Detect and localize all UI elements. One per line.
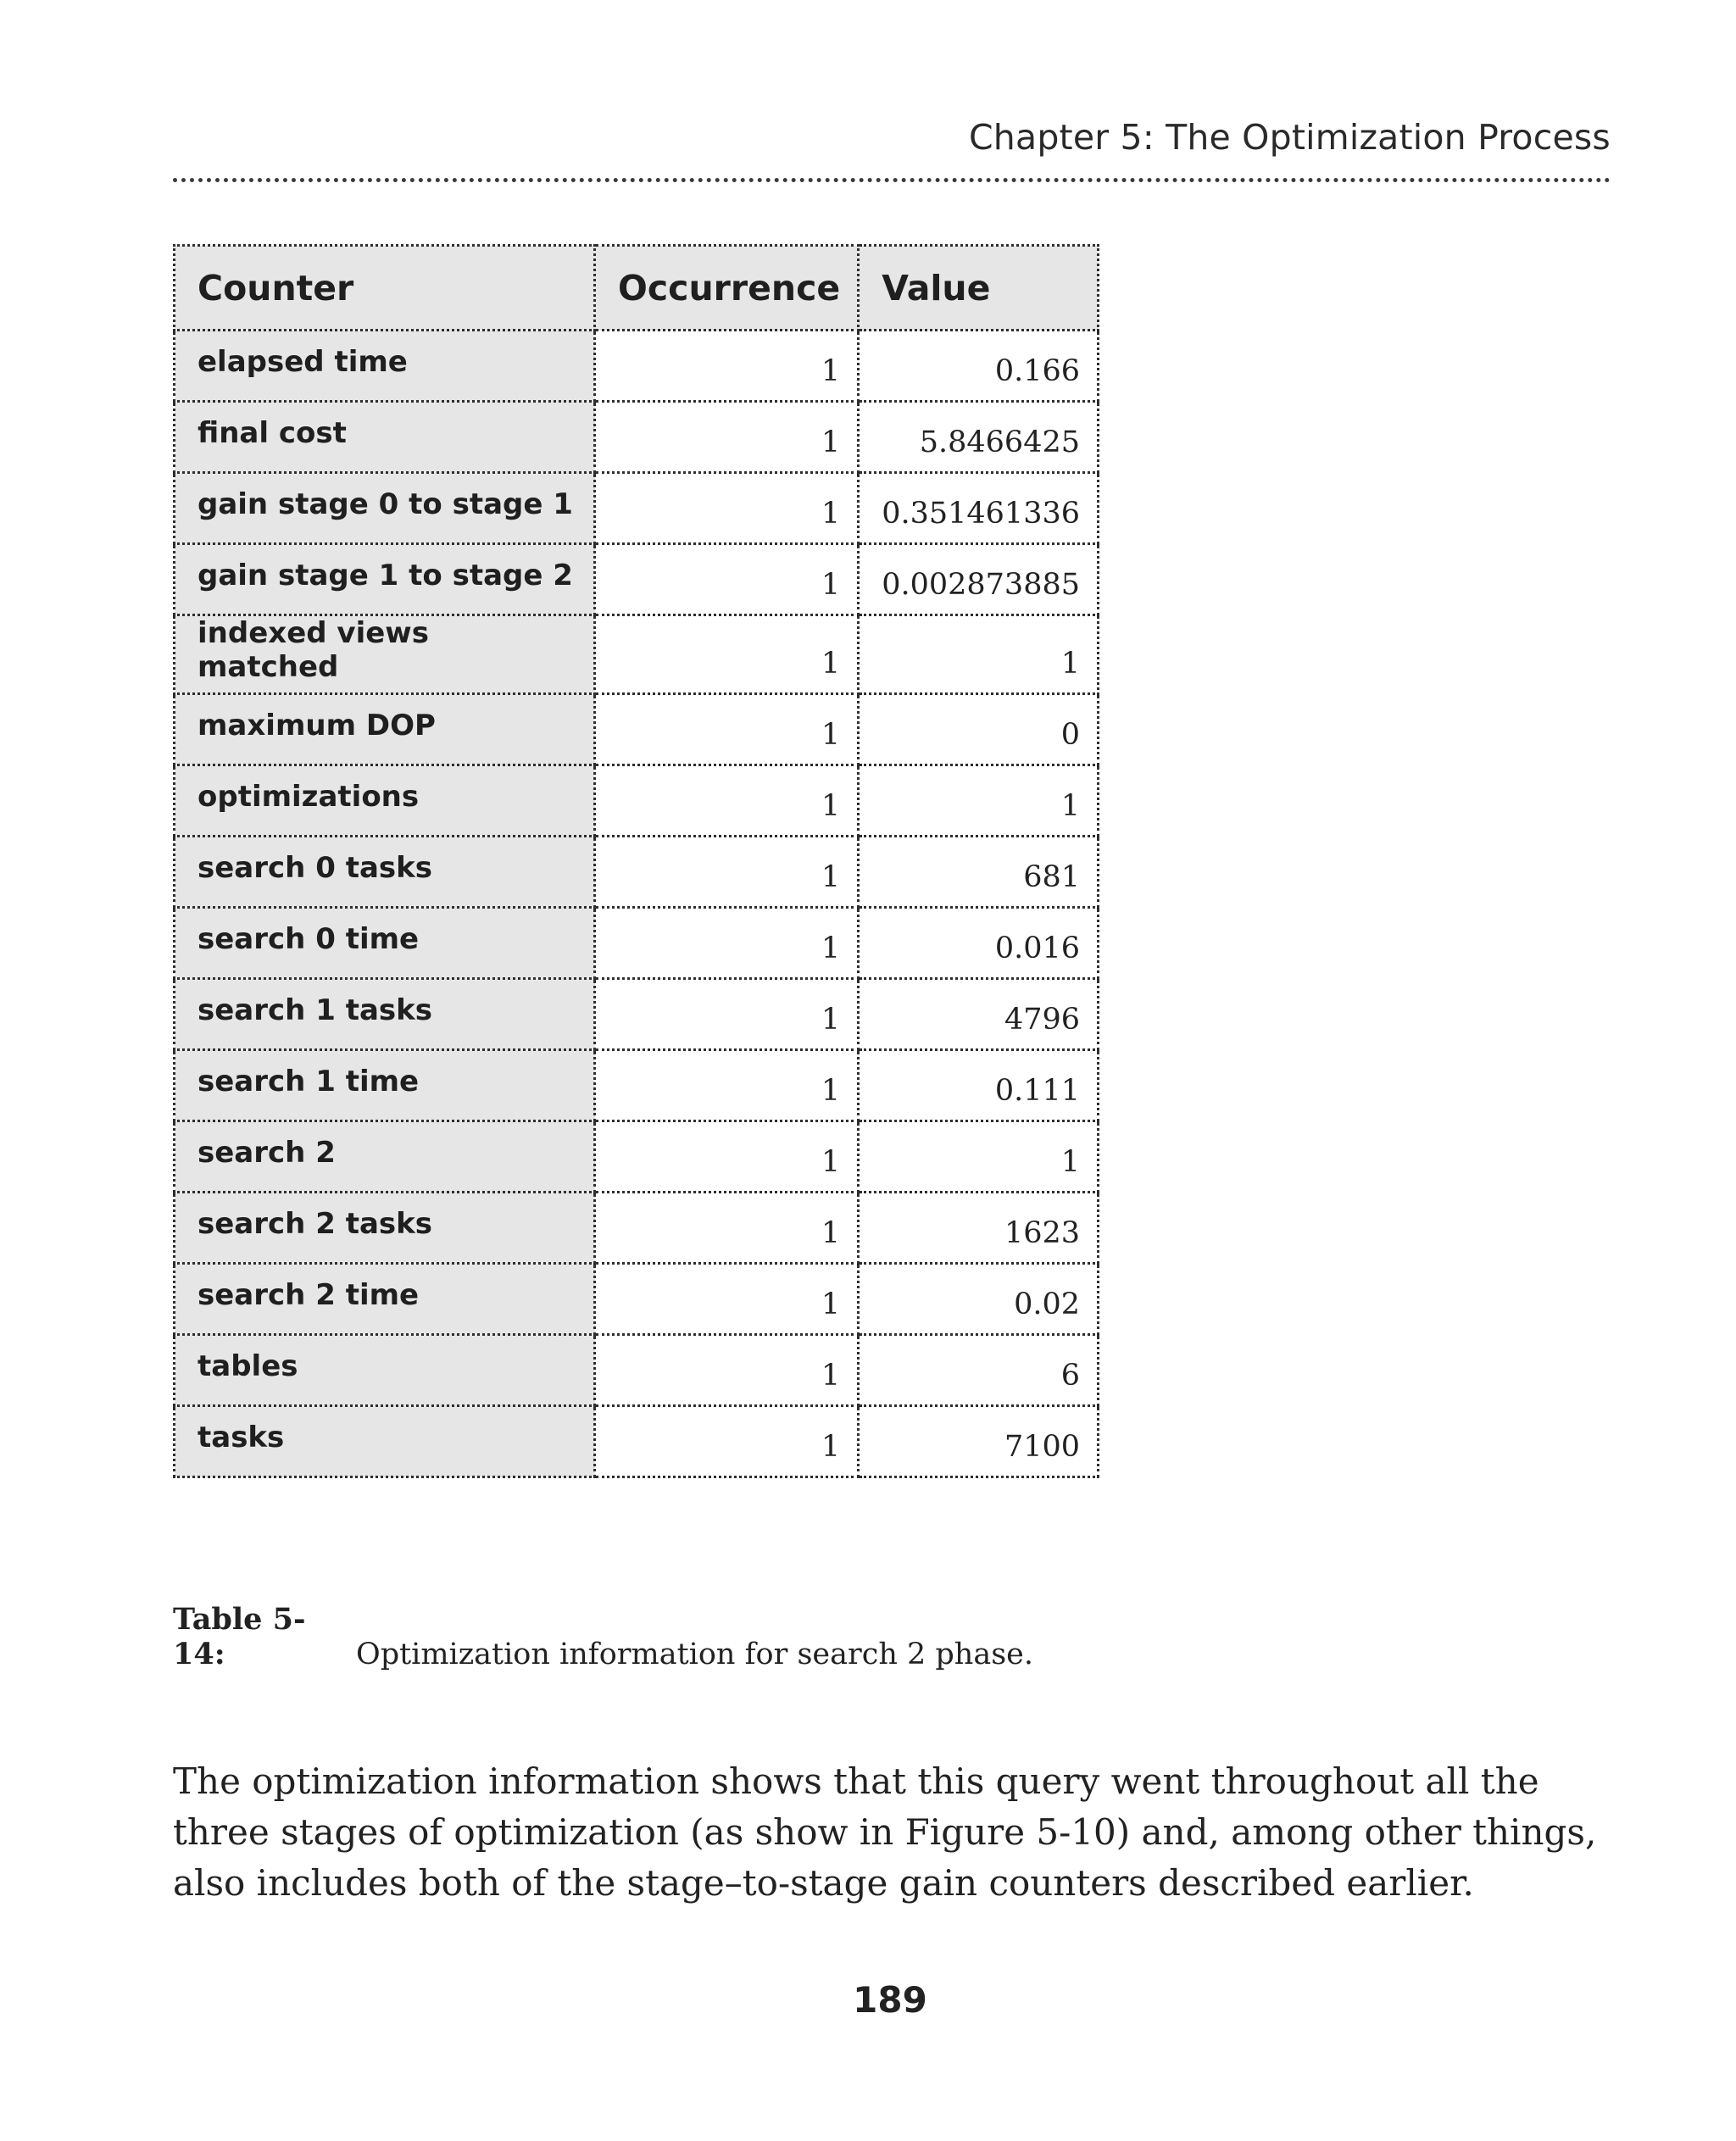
table-body xyxy=(175,331,1099,1477)
occurrence-cell: 1 xyxy=(595,402,859,473)
occurrence-cell: 1 xyxy=(595,1406,859,1477)
counter-cell: maximum DOP xyxy=(175,694,595,765)
occurrence-cell: 1 xyxy=(595,1264,859,1335)
counter-cell: optimizations xyxy=(175,765,595,837)
counter-cell: search 0 time xyxy=(175,908,595,979)
counter-cell: tasks xyxy=(175,1406,595,1477)
counters-table xyxy=(173,244,1099,1478)
occurrence-cell: 1 xyxy=(595,837,859,908)
table-row xyxy=(175,837,1099,908)
counter-cell: search 0 tasks xyxy=(175,837,595,908)
caption-text: Optimization information for search 2 phase. xyxy=(356,1638,1034,1671)
value-cell: 0.002873885 xyxy=(859,544,1099,615)
column-header-counter: Counter xyxy=(175,246,595,331)
value-cell: 0.351461336 xyxy=(859,473,1099,544)
running-header xyxy=(173,117,1611,182)
counter-cell: search 1 time xyxy=(175,1050,595,1121)
value-cell: 0.02 xyxy=(859,1264,1099,1335)
table-row xyxy=(175,979,1099,1050)
column-header-occurrence: Occurrence xyxy=(595,246,859,331)
counter-cell: tables xyxy=(175,1335,595,1406)
occurrence-cell: 1 xyxy=(595,1335,859,1406)
value-cell: 6 xyxy=(859,1335,1099,1406)
occurrence-cell: 1 xyxy=(595,1050,859,1121)
counter-cell: indexed views matched xyxy=(175,615,595,694)
column-header-value: Value xyxy=(859,246,1099,331)
page-number: 189 xyxy=(853,1979,927,2021)
occurrence-cell: 1 xyxy=(595,1193,859,1264)
table-row xyxy=(175,544,1099,615)
table-row xyxy=(175,908,1099,979)
table-row xyxy=(175,1335,1099,1406)
occurrence-cell: 1 xyxy=(595,615,859,694)
value-cell: 1623 xyxy=(859,1193,1099,1264)
counter-cell: search 1 tasks xyxy=(175,979,595,1050)
value-cell: 1 xyxy=(859,1121,1099,1193)
table-row xyxy=(175,331,1099,402)
value-cell: 4796 xyxy=(859,979,1099,1050)
occurrence-cell: 1 xyxy=(595,473,859,544)
counter-cell: search 2 time xyxy=(175,1264,595,1335)
table-row xyxy=(175,1050,1099,1121)
table-row xyxy=(175,1406,1099,1477)
table-row xyxy=(175,615,1099,694)
value-cell: 0 xyxy=(859,694,1099,765)
table-header-row xyxy=(175,246,1099,331)
table-row xyxy=(175,1193,1099,1264)
counter-cell: final cost xyxy=(175,402,595,473)
value-cell: 681 xyxy=(859,837,1099,908)
occurrence-cell: 1 xyxy=(595,544,859,615)
caption-label: Table 5-14: xyxy=(173,1602,306,1671)
table-caption xyxy=(173,1602,1033,1671)
counter-cell: search 2 xyxy=(175,1121,595,1193)
value-cell: 0.166 xyxy=(859,331,1099,402)
value-cell: 0.111 xyxy=(859,1050,1099,1121)
value-cell: 1 xyxy=(859,765,1099,837)
counter-cell: elapsed time xyxy=(175,331,595,402)
body-paragraph: The optimization information shows that this query went throughout all the three stages of optimization (as show in Figure 5-10) and, among other things, also includes both of the stage–to-stage gain counters described earlier. xyxy=(173,1760,1597,1904)
occurrence-cell: 1 xyxy=(595,331,859,402)
counter-cell: search 2 tasks xyxy=(175,1193,595,1264)
chapter-title: Chapter 5: The Optimization Process xyxy=(968,117,1611,158)
table-row xyxy=(175,1121,1099,1193)
occurrence-cell: 1 xyxy=(595,979,859,1050)
table-row xyxy=(175,765,1099,837)
occurrence-cell: 1 xyxy=(595,908,859,979)
table-row xyxy=(175,473,1099,544)
counter-cell: gain stage 1 to stage 2 xyxy=(175,544,595,615)
occurrence-cell: 1 xyxy=(595,1121,859,1193)
value-cell: 7100 xyxy=(859,1406,1099,1477)
table-row xyxy=(175,1264,1099,1335)
value-cell: 1 xyxy=(859,615,1099,694)
occurrence-cell: 1 xyxy=(595,765,859,837)
table-row xyxy=(175,402,1099,473)
value-cell: 0.016 xyxy=(859,908,1099,979)
value-cell: 5.8466425 xyxy=(859,402,1099,473)
counter-cell: gain stage 0 to stage 1 xyxy=(175,473,595,544)
table-row xyxy=(175,694,1099,765)
occurrence-cell: 1 xyxy=(595,694,859,765)
